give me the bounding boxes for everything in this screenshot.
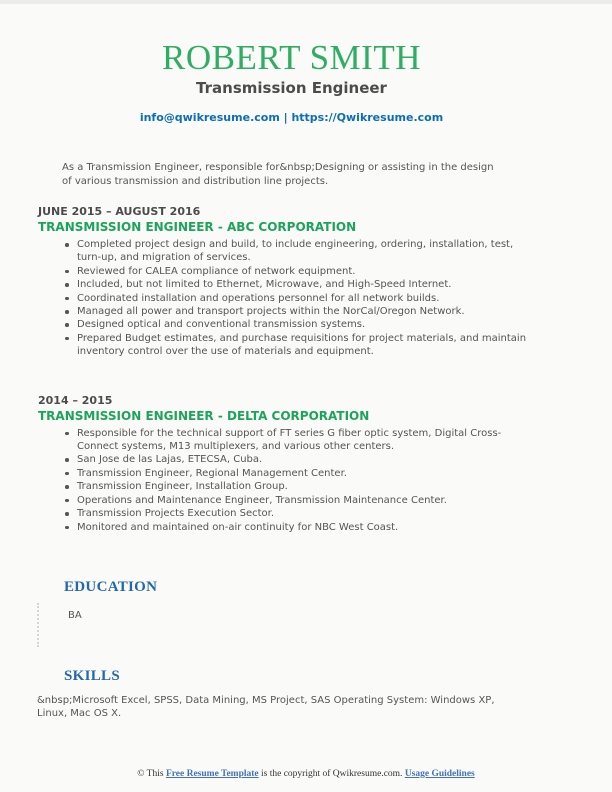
job-bullet: Included, but not limited to Ethernet, Microwave, and High-Speed Internet. xyxy=(77,278,529,291)
skills-section xyxy=(37,667,612,721)
job-bullet: Operations and Maintenance Engineer, Transmission Maintenance Center. xyxy=(77,494,529,507)
job-bullet: Completed project design and build, to include engineering, ordering, installation, test, turn-up, and migration of services. xyxy=(77,238,529,265)
job-bullet: Managed all power and transport projects within the NorCal/Oregon Network. xyxy=(77,305,529,318)
job-bullet: Prepared Budget estimates, and purchase requisitions for project materials, and maintain inventory control over the use of materials and equipment. xyxy=(77,332,529,359)
skills-heading: SKILLS xyxy=(64,667,120,684)
dotted-divider xyxy=(37,603,39,647)
education-heading: EDUCATION xyxy=(64,578,158,595)
footer-text-middle: is the copyright of Qwikresume.com. xyxy=(258,769,405,779)
usage-guidelines-link[interactable]: Usage Guidelines xyxy=(404,769,475,779)
summary-paragraph: As a Transmission Engineer, responsible for&nbsp;Designing or assisting in the design of various transmission and distribution line projects. xyxy=(62,162,494,187)
job-role-heading: TRANSMISSION ENGINEER - DELTA CORPORATION xyxy=(38,408,370,423)
footer-text-prefix: © This xyxy=(137,769,166,779)
education-degree: BA xyxy=(68,609,82,621)
job-bullet: Monitored and maintained on-air continuity for NBC West Coast. xyxy=(77,521,529,534)
job-bullet: Coordinated installation and operations personnel for all network builds. xyxy=(77,292,529,305)
job-bullet: Responsible for the technical support of FT series G fiber optic system, Digital Cross-Connect systems, M13 multiplexers, and various other centers. xyxy=(77,427,529,454)
page-top-edge xyxy=(0,0,612,4)
job-bullet: Transmission Engineer, Installation Group. xyxy=(77,480,529,493)
job-section-delta xyxy=(38,394,612,534)
contact-line: info@qwikresume.com | https://Qwikresume.com xyxy=(139,111,444,124)
free-resume-template-link[interactable]: Free Resume Template xyxy=(165,769,259,779)
page-footer xyxy=(0,768,612,780)
job-bullet: Reviewed for CALEA compliance of network equipment. xyxy=(77,265,529,278)
job-bullet-list xyxy=(38,427,529,534)
skills-text: &nbsp;Microsoft Excel, SPSS, Data Mining, MS Project, SAS Operating System: Windows XP, Linux, Mac OS X. xyxy=(37,694,495,720)
job-bullet: Transmission Engineer, Regional Management Center. xyxy=(77,467,529,480)
job-dates: 2014 – 2015 xyxy=(38,393,113,407)
job-role-heading: TRANSMISSION ENGINEER - ABC CORPORATION xyxy=(38,220,357,234)
candidate-job-title: Transmission Engineer xyxy=(196,79,387,97)
job-section-abc xyxy=(38,205,612,359)
job-bullet: Transmission Projects Execution Sector. xyxy=(77,507,529,520)
job-bullet: Designed optical and conventional transmission systems. xyxy=(77,318,529,331)
job-dates: JUNE 2015 – AUGUST 2016 xyxy=(38,205,201,218)
job-bullet: San Jose de las Lajas, ETECSA, Cuba. xyxy=(77,453,529,466)
job-bullet-list xyxy=(38,238,529,359)
resume-header xyxy=(38,0,545,125)
candidate-name: ROBERT SMITH xyxy=(162,38,421,77)
education-section xyxy=(64,578,612,622)
